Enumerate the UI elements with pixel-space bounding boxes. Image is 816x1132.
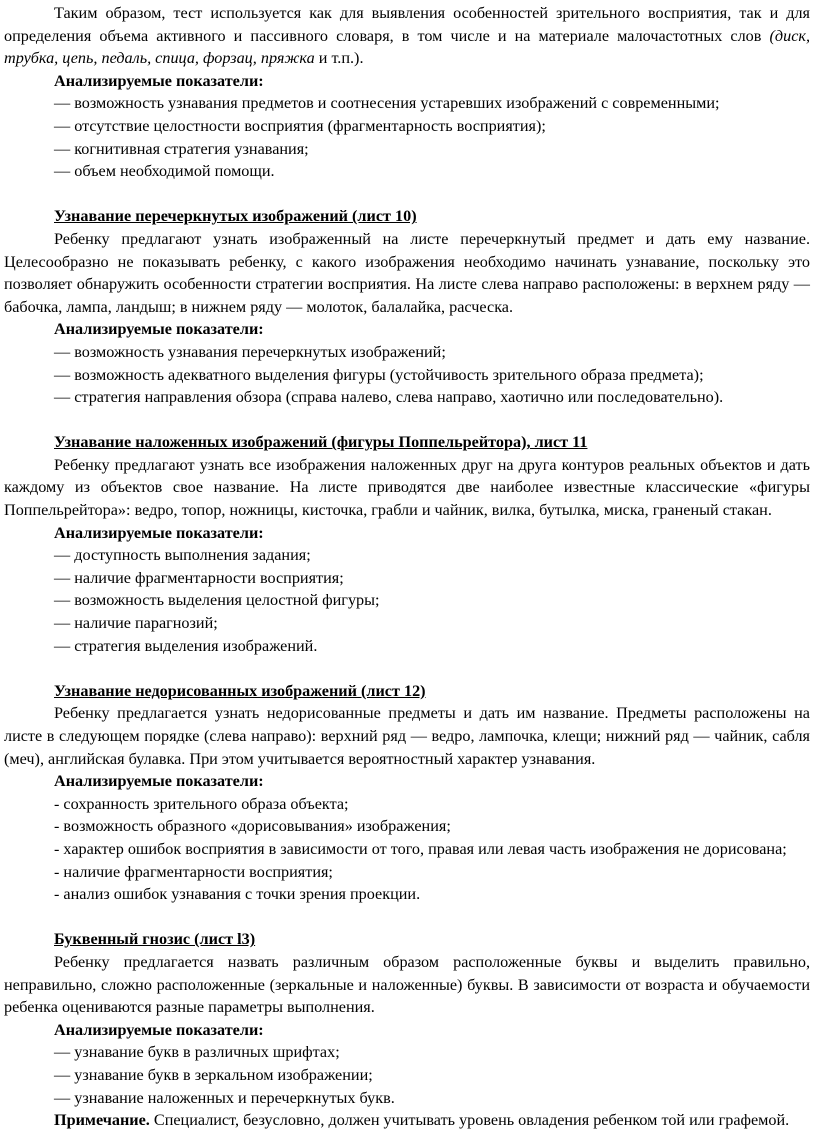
section3-body: Ребенку предлагается узнать недорисованные предметы и дать им название. Предметы расположены на листе в следующем порядке (слева направо): верхний ряд — ведро, лампочка, клещи; нижний ряд — чайник, сабля (меч), английская булавка. При этом учитывается вероятностный характер узнавания.	[4, 704, 810, 768]
section2-item: — наличие фрагментарности восприятия;	[54, 568, 344, 587]
section3-indicators-heading: Анализируемые показатели:	[54, 772, 264, 791]
spacer	[4, 906, 810, 929]
section2-indicators-heading: Анализируемые показатели:	[54, 523, 264, 542]
section1-indicators-heading: Анализируемые показатели:	[54, 320, 264, 339]
section2-item: — возможность выделения целостной фигуры;	[54, 591, 380, 610]
section2-body: Ребенку предлагают узнать все изображения наложенных друг на друга контуров реальных объектов и дать каждому из объектов свое название. На листе приводятся две наиболее известные классические «фигуры Поппельрейтора»: ведро, топор, ножницы, кисточка, грабли и чайник, вилка, бутылка, миска, граненый стакан.	[4, 455, 810, 520]
section3-item: - анализ ошибок узнавания с точки зрения проекции.	[54, 885, 421, 904]
section3-item: - возможность образного «дорисовывания» изображения;	[54, 817, 451, 836]
intro-indicators-heading: Анализируемые показатели:	[54, 71, 264, 90]
section2-item: — наличие парагнозий;	[54, 614, 218, 633]
section1-item: — возможность адекватного выделения фигуры (устойчивость зрительного образа предмета);	[54, 365, 704, 384]
section1-item: — стратегия направления обзора (справа налево, слева направо, хаотично или последовательно).	[54, 388, 724, 407]
section4-body: Ребенку предлагается назвать различным образом расположенные буквы и выделить правильно, неправильно, сложно расположенные (зеркальные и наложенные) буквы. В зависимости от возраста и обучаемости ребенка оцениваются разные параметры выполнения.	[4, 952, 810, 1017]
note-text: Специалист, безусловно, должен учитывать уровень овладения ребенком той или графемой.	[149, 1111, 790, 1130]
spacer	[4, 657, 810, 680]
note-label: Примечание.	[54, 1111, 150, 1130]
intro-paragraph	[4, 2, 810, 70]
section4-note	[4, 1109, 810, 1132]
section4-title: Буквенный гнозис (лист l3)	[54, 930, 256, 949]
intro-item: — возможность узнавания предметов и соотнесения устаревших изображений с современными;	[54, 94, 720, 113]
intro-text-end: и т.п.).	[314, 49, 364, 68]
section2-item: — доступность выполнения задания;	[54, 546, 311, 565]
spacer	[4, 183, 810, 206]
intro-item: — когнитивная стратегия узнавания;	[54, 139, 309, 158]
section1-title: Узнавание перечеркнутых изображений (лист 10)	[54, 207, 417, 226]
intro-italic-words: (диск, трубка, цепь, педаль, спица, форзац, пряжка	[4, 26, 810, 68]
section3-item: - характер ошибок восприятия в зависимости от того, правая или левая часть изображения не дорисована;	[54, 839, 787, 858]
section4-item: — узнавание букв в различных шрифтах;	[54, 1043, 340, 1062]
section4-indicators-heading: Анализируемые показатели:	[54, 1020, 264, 1039]
section3-item: - сохранность зрительного образа объекта;	[54, 794, 349, 813]
section4-item: — узнавание букв в зеркальном изображении;	[54, 1065, 373, 1084]
section1-item: — возможность узнавания перечеркнутых изображений;	[54, 342, 446, 361]
section3-item: - наличие фрагментарности восприятия;	[54, 862, 333, 881]
intro-item: — отсутствие целостности восприятия (фрагментарность восприятия);	[54, 116, 546, 135]
section1-body: Ребенку предлагают узнать изображенный на листе перечеркнутый предмет и дать ему название. Целесообразно не показывать ребенку, с какого изображения необходимо начинать узнавание, поскольку это позволяет обнаружить особенности стратегии восприятия. На листе слева направо расположены: в верхнем ряду — бабочка, лампа, ландыш; в нижнем ряду — молоток, балалайка, расческа.	[4, 229, 810, 316]
section2-item: — стратегия выделения изображений.	[54, 636, 318, 655]
intro-item: — объем необходимой помощи.	[54, 162, 275, 181]
spacer	[4, 409, 810, 432]
section4-item: — узнавание наложенных и перечеркнутых букв.	[54, 1088, 395, 1107]
section3-title: Узнавание недорисованных изображений (лист 12)	[54, 681, 426, 700]
intro-text: Таким образом, тест используется как для выявления особенностей зрительного восприятия, так и для определения объема активного и пассивного словаря, в том числе и на материале малочастотных слов	[4, 4, 810, 45]
section2-title: Узнавание наложенных изображений (фигуры Поппельрейтора), лист 11	[54, 433, 588, 452]
